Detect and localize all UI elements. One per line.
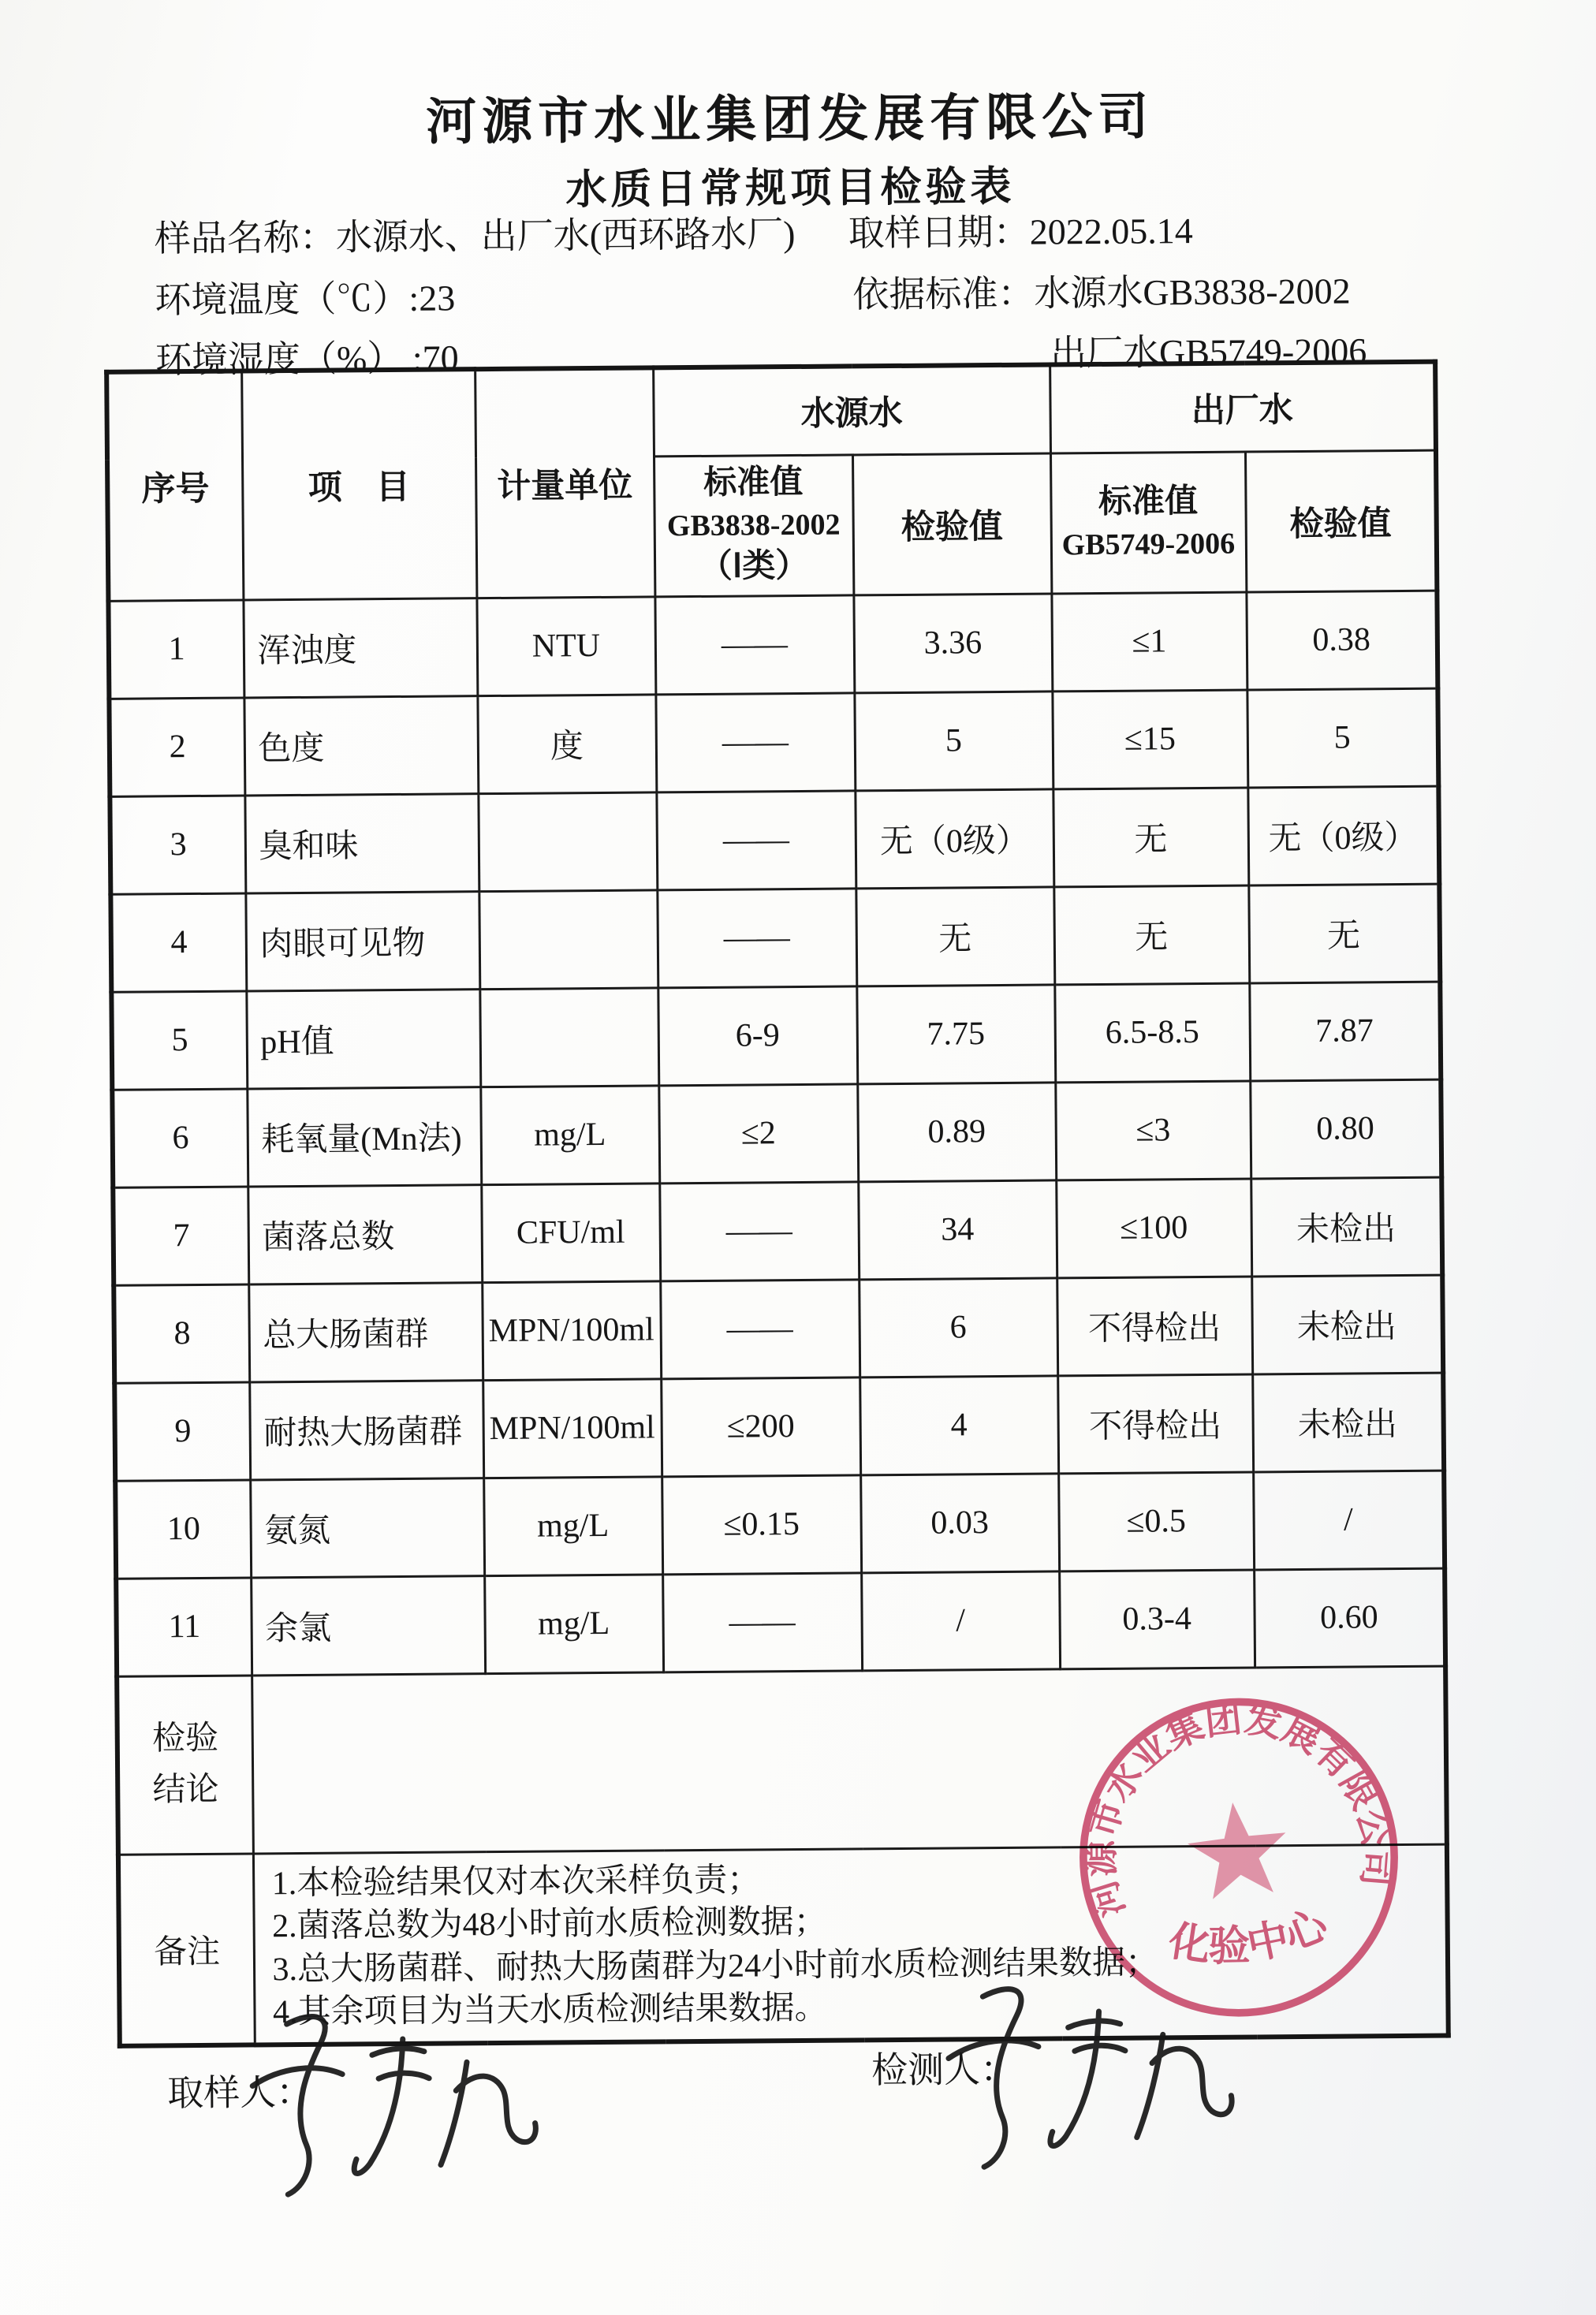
cell-fac-std: ≤0.5 (1058, 1471, 1254, 1571)
cell-src-std: ≤0.15 (662, 1474, 861, 1574)
cell-seq: 2 (109, 698, 244, 796)
cell-fac-std: ≤15 (1052, 690, 1247, 789)
cell-seq: 11 (116, 1577, 252, 1676)
cell-seq: 10 (115, 1479, 251, 1578)
cell-item: pH值 (246, 989, 480, 1088)
cell-unit (479, 987, 658, 1087)
cell-fac-val: 0.80 (1250, 1079, 1441, 1179)
cell-src-std: —— (656, 790, 856, 889)
remark-line: 3.总大肠菌群、耐热大肠菌群为24小时前水质检测结果数据； (272, 1944, 1159, 1988)
cell-seq: 6 (112, 1088, 248, 1187)
remark-line: 4.其余项目为当天水质检测结果数据。 (272, 1990, 828, 2031)
cell-seq: 9 (114, 1381, 250, 1480)
cell-item: 耗氧量(Mn法) (247, 1087, 481, 1186)
cell-fac-val: 无 (1248, 884, 1440, 983)
col-header-source-test-value: 检验值 (852, 453, 1051, 595)
document-title: 水质日常规项目检验表 (565, 164, 1016, 214)
cell-item: 耐热大肠菌群 (249, 1380, 483, 1479)
company-title: 河源市水业集团发展有限公司 (425, 88, 1154, 151)
cell-unit (478, 792, 657, 891)
cell-unit: NTU (476, 596, 655, 695)
sampler-signature (239, 2004, 556, 2220)
cell-fac-std: 不得检出 (1057, 1276, 1252, 1375)
source-standard-line3: （Ⅰ类） (699, 547, 809, 586)
header-group-row (106, 362, 1436, 460)
cell-src-val: 4 (860, 1375, 1058, 1474)
cell-seq: 3 (110, 795, 245, 893)
cell-seq: 4 (110, 893, 246, 991)
conclusion-label-line2: 结论 (152, 1771, 219, 1809)
tester-signature (935, 1978, 1252, 2193)
remarks-label: 备注 (118, 1853, 255, 2045)
cell-src-std: —— (654, 595, 854, 694)
tester-label: 检测人： (871, 2048, 1017, 2091)
col-header-unit: 计量单位 (475, 367, 654, 598)
cell-fac-val: 未检出 (1251, 1177, 1442, 1277)
meta-line-temperature (0, 260, 1590, 321)
cell-src-std: —— (657, 888, 856, 987)
cell-unit: 度 (477, 694, 656, 793)
col-header-source-standard (654, 454, 853, 596)
cell-src-std: —— (655, 692, 855, 792)
cell-src-std: —— (659, 1181, 859, 1281)
cell-unit: mg/L (483, 1476, 662, 1575)
factory-standard-line1: 标准值 (1098, 483, 1199, 521)
col-header-factory-test-value: 检验值 (1245, 450, 1437, 592)
source-standard-line2: GB3838-2002 (666, 508, 841, 543)
cell-unit: MPN/100ml (483, 1378, 662, 1478)
cell-fac-val: 未检出 (1252, 1373, 1444, 1472)
cell-fac-std: 6.5-8.5 (1054, 982, 1250, 1082)
conclusion-label (117, 1675, 253, 1854)
cell-item: 氨氮 (250, 1478, 484, 1577)
cell-seq: 5 (111, 990, 247, 1089)
table-row (110, 786, 1439, 894)
cell-src-std: 6-9 (658, 986, 857, 1085)
sampling-date-label: 取样日期： (848, 211, 1030, 254)
cell-fac-std: 不得检出 (1057, 1374, 1253, 1473)
cell-fac-std: 无 (1053, 885, 1249, 985)
table-row (111, 982, 1441, 1090)
cell-seq: 8 (114, 1284, 249, 1382)
cell-item: 余氯 (251, 1575, 485, 1675)
table-row (116, 1568, 1445, 1676)
table-row (112, 1079, 1441, 1187)
source-standard-line1: 标准值 (703, 464, 804, 502)
remark-line: 1.本检验结果仅对本次采样负责； (271, 1861, 761, 1902)
cell-fac-val: 无（0级） (1247, 786, 1439, 885)
cell-fac-val: 未检出 (1251, 1275, 1443, 1374)
sampling-date-value: 2022.05.14 (1029, 211, 1193, 252)
sampling-date (848, 202, 1194, 256)
group-header-source-water: 水源水 (653, 364, 1050, 456)
cell-seq: 7 (113, 1186, 248, 1284)
factory-standard: 出厂水GB5749-2006 (1050, 330, 1367, 374)
cell-src-val: 3.36 (853, 593, 1052, 692)
cell-item: 浑浊度 (243, 598, 477, 697)
table-row (108, 591, 1438, 699)
env-humidity-value: 70 (422, 337, 459, 378)
cell-fac-val: 0.60 (1254, 1568, 1445, 1668)
remark-line: 2.菌落总数为48小时前水质检测数据； (271, 1903, 827, 1945)
cell-unit: CFU/ml (481, 1183, 660, 1282)
group-header-factory-water: 出厂水 (1050, 362, 1436, 453)
cell-fac-val: 0.38 (1246, 591, 1438, 690)
col-header-item: 项 目 (241, 369, 476, 599)
reference-standard (852, 262, 1351, 318)
cell-fac-val: 7.87 (1249, 982, 1441, 1081)
table-row (113, 1177, 1442, 1285)
cell-item: 色度 (244, 695, 478, 795)
cell-fac-std: 无 (1053, 788, 1248, 887)
env-temperature (155, 269, 455, 323)
stamp-star-icon (1184, 1797, 1292, 1901)
cell-fac-val: / (1253, 1471, 1445, 1570)
table-row (114, 1373, 1444, 1481)
table-row (115, 1471, 1445, 1579)
sample-name (155, 205, 796, 262)
factory-standard-line2: GB5749-2006 (1061, 527, 1236, 561)
col-header-seq: 序号 (106, 371, 243, 601)
sampler-label: 取样人： (167, 2071, 313, 2114)
conclusion-label-line1: 检验 (151, 1720, 219, 1758)
cell-unit: mg/L (484, 1574, 663, 1673)
cell-src-val: 0.03 (860, 1473, 1059, 1572)
cell-unit: mg/L (480, 1085, 659, 1184)
cell-fac-std: ≤100 (1056, 1178, 1251, 1277)
reference-standard-source: 水源水GB3838-2002 (1034, 270, 1351, 314)
cell-item: 臭和味 (244, 793, 479, 893)
cell-src-val: 无 (856, 886, 1054, 986)
cell-unit: MPN/100ml (482, 1281, 661, 1380)
cell-item: 肉眼可见物 (245, 891, 479, 990)
sample-name-label: 样品名称： (154, 217, 337, 259)
cell-src-val: 6 (859, 1277, 1057, 1377)
env-temperature-value: 23 (419, 278, 456, 319)
cell-seq: 1 (108, 600, 244, 699)
cell-src-std: —— (660, 1279, 860, 1378)
cell-src-val: 7.75 (856, 984, 1055, 1083)
cell-fac-std: ≤3 (1055, 1080, 1251, 1180)
cell-fac-val: 5 (1247, 688, 1438, 788)
cell-src-val: 无（0级） (855, 788, 1053, 888)
table-row (110, 884, 1440, 992)
cell-item: 菌落总数 (248, 1184, 482, 1284)
cell-unit (479, 889, 658, 989)
col-header-factory-standard (1050, 452, 1246, 594)
cell-src-val: 0.89 (857, 1082, 1056, 1181)
cell-src-val: 5 (854, 691, 1053, 790)
cell-src-val: / (861, 1571, 1060, 1670)
env-temperature-label: 环境温度（℃）: (155, 278, 420, 321)
table-row (114, 1275, 1443, 1383)
cell-fac-std: ≤1 (1051, 592, 1247, 692)
cell-src-std: ≤2 (658, 1083, 858, 1183)
cell-item: 总大肠菌群 (248, 1282, 483, 1381)
env-humidity-label: 环境湿度（%） : (155, 337, 423, 381)
cell-src-std: —— (662, 1572, 862, 1672)
reference-standard-label: 依据标准： (852, 273, 1035, 315)
sample-name-value: 水源水、出厂水(西环路水厂) (335, 213, 796, 258)
cell-src-val: 34 (858, 1180, 1057, 1279)
stamp-center-text: 化验中心 (1165, 1902, 1334, 1970)
cell-fac-std: 0.3-4 (1059, 1569, 1255, 1668)
cell-src-std: ≤200 (661, 1377, 860, 1476)
table-row (109, 688, 1438, 796)
stamp-ring-text: 河源市水业集团发展有限公司 (1080, 1698, 1398, 1922)
